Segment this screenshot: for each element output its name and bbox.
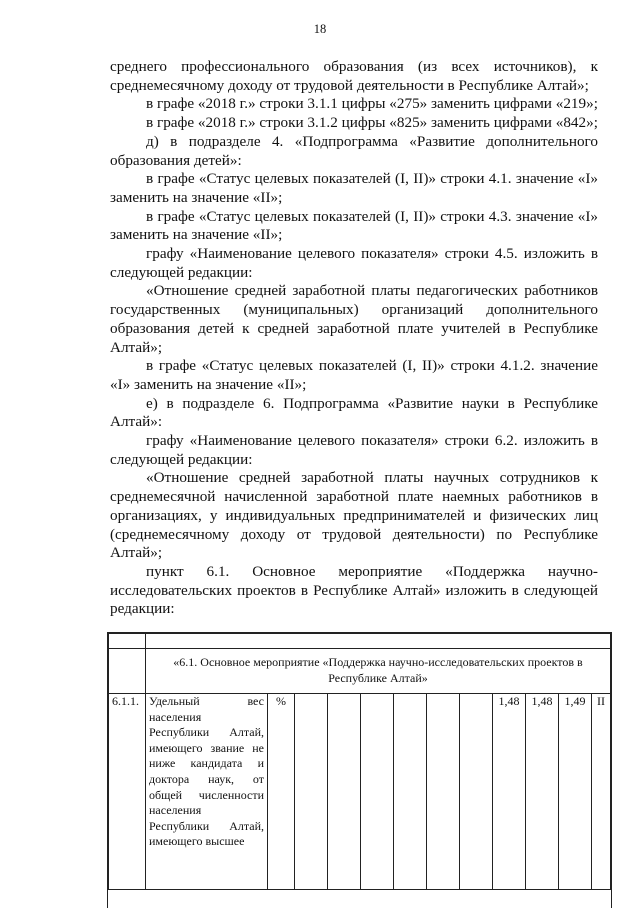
value-cell xyxy=(328,694,361,890)
paragraph: в графе «Статус целевых показателей (I, II)» строки 4.1.2. значение «I» заменить на значение «II»; xyxy=(110,357,598,393)
value-cell xyxy=(394,694,427,890)
indicator-table xyxy=(107,632,612,908)
table-section-heading-row xyxy=(109,649,611,694)
table-row xyxy=(109,694,611,890)
paragraph: е) в подразделе 6. Подпрограмма «Развитие науки в Республике Алтай»: xyxy=(110,394,598,431)
document-body xyxy=(110,58,598,619)
page-number: 18 xyxy=(313,22,327,36)
table-cell xyxy=(146,634,611,649)
paragraph: в графе «Статус целевых показателей (I, II)» строки 4.1. значение «I» заменить на значение «II»; xyxy=(110,170,598,206)
value-cell xyxy=(295,694,328,890)
value-cell xyxy=(427,694,460,890)
value-cell: 1,48 xyxy=(526,694,559,890)
value-cell xyxy=(361,694,394,890)
paragraph: среднего профессионального образования (из всех источников), к среднемесячному доходу от трудовой деятельности в Республике Алтай»; xyxy=(110,58,598,94)
section-heading: «6.1. Основное мероприятие «Поддержка научно-исследовательских проектов в Республике Алтай» xyxy=(146,649,611,694)
table-cell xyxy=(109,649,146,694)
paragraph: в графе «Статус целевых показателей (I, II)» строки 4.3. значение «I» заменить на значение «II»; xyxy=(110,207,598,244)
table-cell xyxy=(109,634,146,649)
paragraph: графу «Наименование целевого показателя» строки 6.2. изложить в следующей редакции: xyxy=(110,432,598,468)
paragraph: в графе «2018 г.» строки 3.1.1 цифры «275» заменить цифрами «219»; xyxy=(146,95,598,113)
paragraph: пункт 6.1. Основное мероприятие «Поддержка научно-исследовательских проектов в Республике Алтай» изложить в следующей редакции: xyxy=(110,562,598,618)
paragraph: «Отношение средней заработной платы педагогических работников государственных (муниципальных) организаций дополнительного образования детей к средней заработной плате учителей в Республике Алтай»; xyxy=(110,282,598,356)
value-cell xyxy=(460,694,493,890)
status-cell: II xyxy=(592,694,611,890)
unit-cell: % xyxy=(268,694,295,890)
paragraph: д) в подразделе 4. «Подпрограмма «Развитие дополнительного образования детей»: xyxy=(110,132,598,169)
value-cell: 1,49 xyxy=(559,694,592,890)
table-row xyxy=(109,634,611,649)
row-code: 6.1.1. xyxy=(109,694,146,890)
value-cell: 1,48 xyxy=(493,694,526,890)
paragraph: в графе «2018 г.» строки 3.1.2 цифры «825» заменить цифрами «842»; xyxy=(146,114,598,132)
paragraph: «Отношение средней заработной платы научных сотрудников к среднемесячной начисленной заработной плате наемных работников в организациях, у индивидуальных предпринимателей и физических лиц (среднемесячному доходу от трудовой деятельности) по Республике Алтай»; xyxy=(110,469,598,562)
paragraph: графу «Наименование целевого показателя» строки 4.5. изложить в следующей редакции: xyxy=(110,245,598,281)
indicator-name: Удельный вес населения Республики Алтай, имеющего звание не ниже кандидата и доктора наук, от общей численности населения Республики Алтай, имеющего высшее xyxy=(146,694,268,890)
